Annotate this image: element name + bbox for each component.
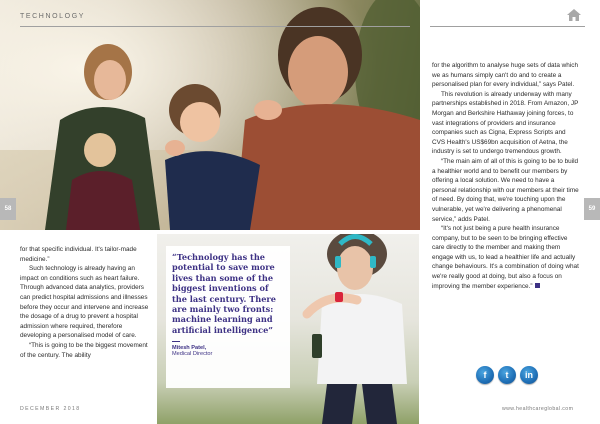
- pull-quote-divider: [172, 341, 180, 342]
- page-number-left: 58: [0, 198, 16, 220]
- pull-quote-role: Medical Director: [172, 351, 213, 358]
- family-photo-illustration: [0, 0, 420, 230]
- page-number-right: 59: [584, 198, 600, 220]
- paragraph: “This is going to be the biggest movement of the century. The ability: [20, 341, 148, 359]
- paragraph: Such technology is already having an impact on conditions such as heart failure. Through advanced data analytics, providers can predict hospital admissions and illnesses before they occur and intervene and increase the dosage of a drug to prevent a hospital admission where required, therefore developing a personalised model of care.: [20, 265, 149, 340]
- right-column: [432, 61, 580, 291]
- pull-quote-author: Mitesh Patel,: [172, 345, 207, 352]
- home-icon[interactable]: [566, 8, 582, 22]
- pull-quote-text: “Technology has the potential to save more lives than some of the biggest inventions of the last century. There are mainly two fronts: machine learning and artificial intelligence”: [172, 252, 276, 335]
- pull-quote: [166, 246, 290, 388]
- family-photo: [0, 0, 420, 230]
- end-mark: [535, 283, 540, 288]
- section-label: TECHNOLOGY: [20, 13, 86, 20]
- left-column: [20, 245, 153, 360]
- linkedin-icon[interactable]: in: [520, 366, 538, 384]
- paragraph: for that specific individual. It's tailor-made medicine.”: [20, 246, 137, 263]
- header-rule-left: [20, 26, 410, 27]
- twitter-icon[interactable]: t: [498, 366, 516, 384]
- paragraph: “The main aim of all of this is going to be to build a healthier world and to benefit our members by offering a local solution. We need to have a personal relationship with our members at their time of need. By doing that, we're touching upon the vulnerable, yet we're delivering a phenomenal service,” adds Patel.: [432, 157, 579, 223]
- social-links: [476, 366, 538, 384]
- facebook-icon[interactable]: f: [476, 366, 494, 384]
- website-url[interactable]: www.healthcareglobal.com: [502, 406, 574, 412]
- paragraph-final: [432, 224, 580, 291]
- paragraph-text: “It's not just being a pure health insurance company, but to be seen to be bringing effective care directly to the member and making them engage with us, to lead a healthier life and actually change behaviours. It's a combination of doing what we're really good at doing, but also a focus on improving the member experience.”: [432, 225, 579, 290]
- header-rule-right: [430, 26, 585, 27]
- paragraph: This revolution is already underway with many partnerships established in 2018. From Amazon, JP Morgan and Berkshire Hathaway joining forces, to vast integrations of providers and insurance companies such as Cigna, Express Scripts and CVS Health's US$69bn acquisition of Aetna, the industry is set to undergo tremendous growth.: [432, 90, 579, 156]
- paragraph: for the algorithm to analyse huge sets of data which we as humans simply can't do and to create a personalised plan for every individual,” says Patel.: [432, 62, 579, 89]
- issue-date: DECEMBER 2018: [20, 406, 81, 412]
